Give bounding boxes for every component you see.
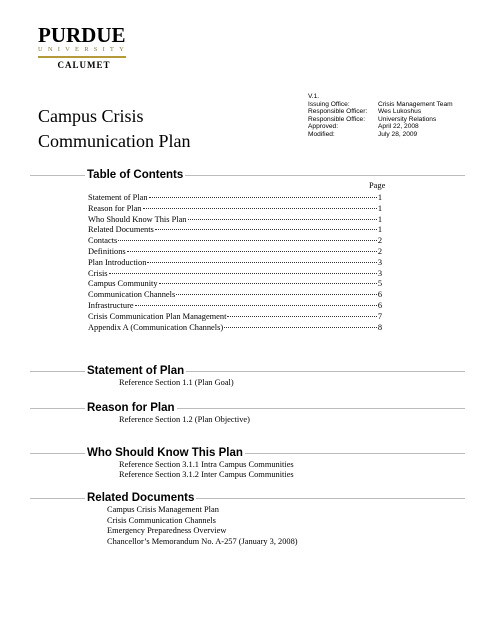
related-document-item: Campus Crisis Management Plan	[107, 505, 219, 514]
toc-item[interactable]	[88, 225, 382, 236]
toc-item[interactable]	[88, 193, 382, 204]
who-reference: Reference Section 3.1.1 Intra Campus Communities	[119, 460, 294, 469]
toc-item-title: Reason for Plan	[88, 203, 142, 213]
toc-item[interactable]	[88, 279, 382, 290]
toc-item-title: Who Should Know This Plan	[88, 214, 187, 224]
toc-item-title: Campus Community	[88, 279, 158, 289]
meta-key: Responsible Office:	[308, 115, 366, 123]
toc-item-title: Related Documents	[88, 225, 154, 235]
meta-row	[308, 116, 453, 124]
toc-item-page: 1	[377, 203, 382, 213]
toc-item[interactable]	[88, 204, 382, 215]
meta-key: Responsible Officer:	[308, 108, 368, 116]
toc-leader	[143, 208, 377, 209]
statement-heading: Statement of Plan	[87, 365, 185, 377]
related-document-item: Chancellor’s Memorandum No. A-257 (January 3, 2008)	[107, 536, 298, 546]
toc-page-label: Page	[369, 181, 386, 190]
related-heading: Related Documents	[87, 492, 195, 504]
reason-heading: Reason for Plan	[87, 402, 175, 414]
toc-leader	[159, 283, 377, 284]
meta-key: Issuing Office:	[308, 100, 350, 108]
related-section	[0, 491, 495, 547]
toc-item-page: 7	[377, 311, 382, 321]
toc-item[interactable]	[88, 312, 382, 323]
logo-university: UNIVERSITY	[38, 46, 129, 53]
related-document-item: Emergency Preparedness Overview	[107, 526, 227, 536]
toc-leader	[149, 197, 377, 198]
meta-row	[308, 123, 453, 131]
toc-item-page: 1	[377, 193, 382, 202]
reason-section	[0, 401, 495, 425]
toc-heading: Table of Contents	[87, 169, 184, 181]
meta-row	[308, 108, 453, 116]
toc-leader	[188, 219, 377, 220]
toc-item-title: Statement of Plan	[88, 193, 148, 202]
statement-section	[0, 364, 495, 388]
toc-leader	[147, 262, 376, 263]
who-reference: Reference Section 3.1.2 Inter Campus Communities	[119, 470, 294, 480]
meta-key: Modified:	[308, 130, 335, 138]
toc-item-page: 1	[377, 214, 382, 224]
toc-item-title: Appendix A (Communication Channels)	[88, 322, 224, 332]
meta-value: April 22, 2008	[378, 123, 419, 131]
toc-item-page: 2	[377, 236, 382, 246]
meta-key: Approved:	[308, 123, 339, 131]
toc-item-page: 6	[377, 290, 382, 300]
toc-item-page: 2	[377, 246, 382, 256]
toc-item-title: Definitions	[88, 246, 126, 256]
toc-leader	[155, 229, 377, 230]
document-title	[38, 104, 191, 154]
toc-item[interactable]	[88, 215, 382, 226]
who-section	[0, 446, 495, 481]
reason-reference: Reference Section 1.2 (Plan Objective)	[119, 415, 250, 424]
meta-value: July 28, 2009	[378, 130, 418, 138]
toc-leader	[227, 316, 376, 317]
related-document-item: Crisis Communication Channels	[107, 515, 216, 525]
table-of-contents	[88, 193, 382, 333]
meta-row	[308, 101, 453, 109]
title-line-1: Campus Crisis	[38, 106, 144, 126]
toc-item[interactable]	[88, 323, 382, 334]
toc-item[interactable]	[88, 290, 382, 301]
document-metadata	[308, 93, 453, 139]
logo-rule	[38, 56, 126, 58]
statement-reference: Reference Section 1.1 (Plan Goal)	[119, 378, 234, 387]
toc-item[interactable]	[88, 236, 382, 247]
toc-leader	[109, 273, 377, 274]
toc-item-page: 5	[377, 279, 382, 289]
toc-item-title: Infrastructure	[88, 300, 134, 310]
meta-value: Crisis Management Team	[378, 100, 453, 108]
toc-item[interactable]	[88, 258, 382, 269]
toc-item-page: 8	[377, 322, 382, 332]
toc-leader	[118, 240, 377, 241]
who-heading: Who Should Know This Plan	[87, 447, 243, 459]
toc-leader	[127, 251, 377, 252]
purdue-calumet-logo	[38, 24, 130, 70]
meta-value: Wes Lukoshus	[378, 108, 422, 116]
toc-item[interactable]	[88, 247, 382, 258]
meta-value: University Relations	[378, 115, 437, 123]
toc-leader	[135, 305, 377, 306]
toc-item-title: Crisis Communication Plan Management	[88, 311, 227, 321]
toc-item-page: 1	[377, 225, 382, 235]
toc-item-title: Contacts	[88, 236, 118, 246]
toc-item-title: Crisis	[88, 268, 108, 278]
toc-item-title: Plan Introduction	[88, 257, 147, 267]
toc-leader	[176, 294, 377, 295]
logo-purdue: PURDUE	[38, 23, 126, 47]
version-label: V.1.	[308, 93, 320, 100]
toc-item-page: 3	[377, 257, 382, 267]
meta-row	[308, 131, 453, 139]
toc-item[interactable]	[88, 269, 382, 280]
toc-item-title: Communication Channels	[88, 290, 176, 300]
toc-item-page: 3	[377, 268, 382, 278]
title-line-2: Communication Plan	[38, 131, 191, 151]
logo-calumet: CALUMET	[57, 60, 111, 70]
toc-item-page: 6	[377, 300, 382, 310]
toc-section	[0, 168, 495, 182]
toc-leader	[224, 327, 377, 328]
toc-item[interactable]	[88, 301, 382, 312]
